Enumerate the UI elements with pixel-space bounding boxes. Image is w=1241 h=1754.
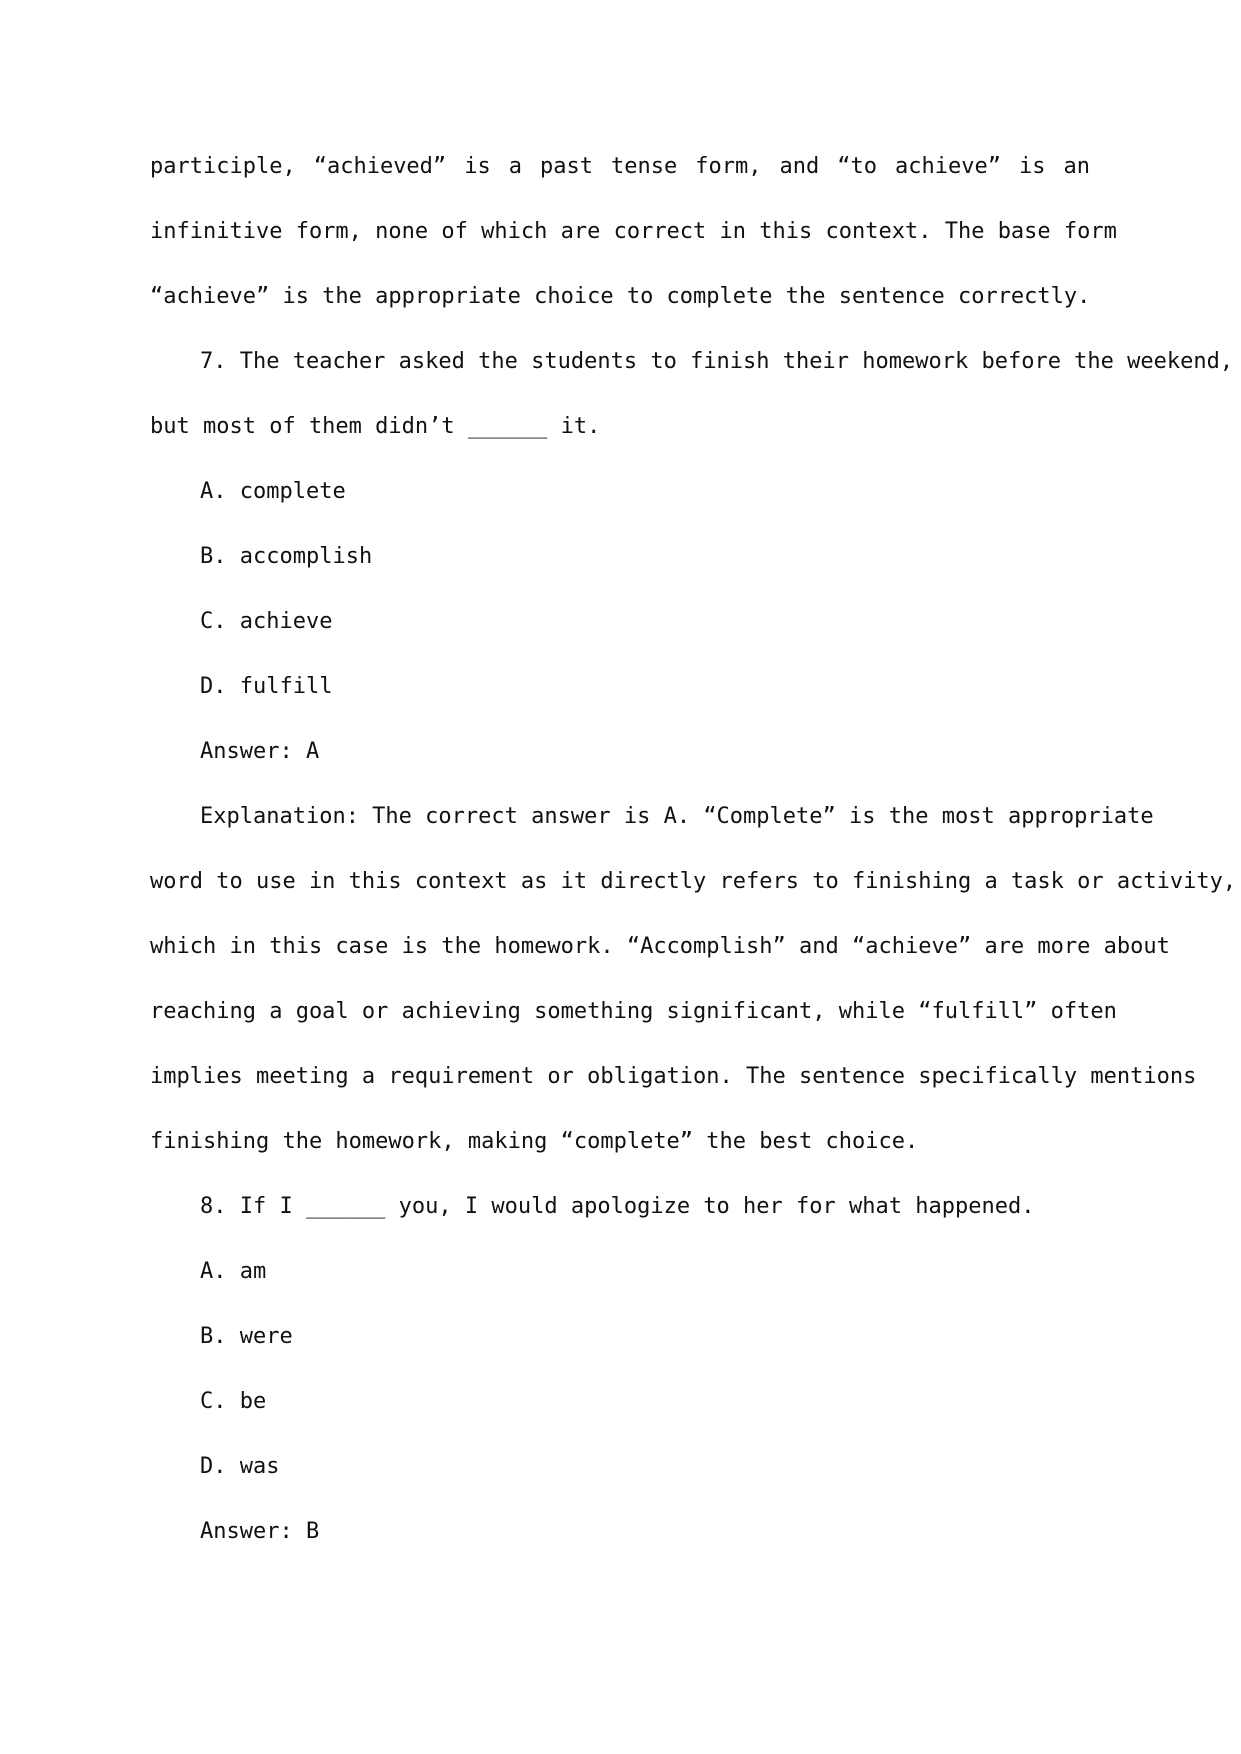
question-7-option-a: A. complete xyxy=(200,479,346,504)
question-8-answer: Answer: B xyxy=(200,1519,320,1544)
paragraph-line: infinitive form, none of which are correct in this context. The base form xyxy=(150,219,1117,244)
question-7-explanation-line: word to use in this context as it directly refers to finishing a task or activity, xyxy=(150,869,1237,894)
question-8-option-c: C. be xyxy=(200,1389,267,1414)
question-7-explanation: Explanation: The correct answer is A. “Complete” is the most appropriate xyxy=(200,804,1154,829)
question-7-explanation-line: implies meeting a requirement or obligation. The sentence specifically mentions xyxy=(150,1064,1197,1089)
question-7-option-d: D. fulfill xyxy=(200,674,333,699)
question-8-option-a: A. am xyxy=(200,1259,267,1284)
question-7-explanation-line: reaching a goal or achieving something significant, while “fulfill” often xyxy=(150,999,1117,1024)
question-7-stem: 7. The teacher asked the students to finish their homework before the weekend, xyxy=(200,349,1234,374)
question-7-answer: Answer: A xyxy=(200,739,320,764)
question-7-explanation-line: finishing the homework, making “complete” the best choice. xyxy=(150,1129,919,1154)
question-7-stem-continued: but most of them didn’t ______ it. xyxy=(150,414,601,439)
question-8-option-b: B. were xyxy=(200,1324,293,1349)
question-7-explanation-line: which in this case is the homework. “Accomplish” and “achieve” are more about xyxy=(150,934,1170,959)
question-7-option-c: C. achieve xyxy=(200,609,333,634)
question-7-option-b: B. accomplish xyxy=(200,544,373,569)
question-8-stem: 8. If I ______ you, I would apologize to her for what happened. xyxy=(200,1194,1035,1219)
paragraph-line: participle, “achieved” is a past tense form, and “to achieve” is an xyxy=(150,154,1090,179)
question-8-option-d: D. was xyxy=(200,1454,280,1479)
paragraph-line: “achieve” is the appropriate choice to complete the sentence correctly. xyxy=(150,284,1091,309)
